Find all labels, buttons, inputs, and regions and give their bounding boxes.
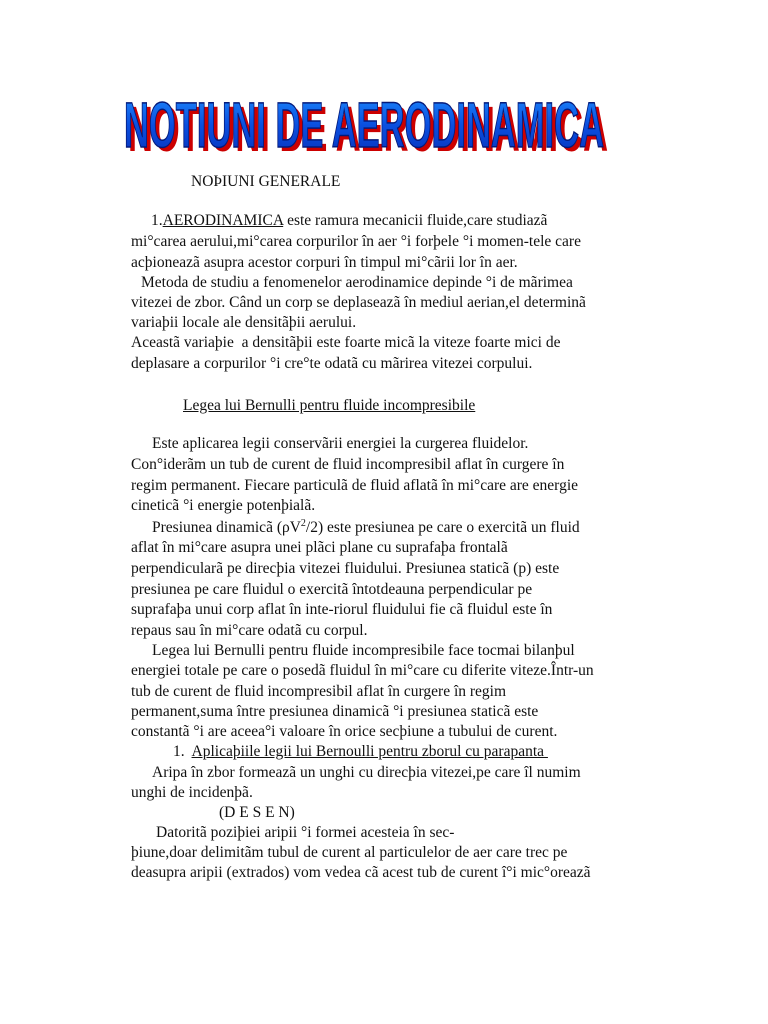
paragraph-2-line-4: Aceastã variaþie a densitãþii este foarte micã la viteze foarte mici de — [131, 334, 561, 351]
paragraph-3-line-2: Con°iderãm un tub de curent de fluid incompresibil aflat în curgere în — [131, 456, 565, 473]
paragraph-3-line-3: regim permanent. Fiecare particulã de fluid aflatã în mi°care are energie — [131, 477, 579, 494]
document-title — [124, 85, 624, 165]
aerodinamica-term: AERODINAMICA — [162, 212, 284, 229]
list-item-number: 1. — [173, 743, 185, 760]
paragraph-4-line-1 — [152, 518, 580, 538]
paragraph-4-line-4: presiunea pe care fluidul o exercitã întotdeauna perpendicular pe — [131, 581, 533, 598]
paragraph-7-line-1: Datoritã poziþiei aripii °i formei acesteia în sec- — [156, 824, 455, 841]
paragraph-1-line-2: mi°carea aerului,mi°carea corpurilor în aer °i forþele °i momen-tele care — [131, 233, 581, 250]
section-heading: NOÞIUNI GENERALE — [191, 173, 341, 190]
list-item-text: Aplicaþiile legii lui Bernoulli pentru zborul cu parapanta — [191, 743, 548, 760]
paragraph-5-line-4: permanent,suma între presiunea dinamicã °i presiunea staticã este — [131, 703, 539, 720]
paragraph-6-line-1: Aripa în zbor formeazã un unghi cu direcþia vitezei,pe care îl numim — [152, 764, 581, 781]
paragraph-1-line-3: acþioneazã asupra acestor corpuri în timpul mi°cãrii lor în aer. — [131, 254, 518, 271]
paragraph-4-line-6: repaus sau în mi°care odatã cu corpul. — [131, 622, 368, 639]
paragraph-4-line-5: suprafaþa unui corp aflat în inte-riorul fluidului fie cã fluidul este în — [131, 601, 553, 618]
paragraph-5-line-3: tub de curent de fluid incompresibil aflat în curgere în regim — [131, 683, 507, 700]
paragraph-1-line-1 — [151, 211, 547, 231]
paragraph-1-line-1-rest: este ramura mecanicii fluide,care studiazã — [283, 212, 548, 229]
paragraph-5-line-2: energiei totale pe care o posedã fluidul în mi°care cu diferite viteze.Într-un — [131, 662, 594, 679]
title-text: NOTIUNI DE AERODINAMICA — [124, 89, 604, 161]
paragraph-5-line-5: constantã °i are aceea°i valoare în orice secþiune a tubului de curent. — [131, 723, 558, 740]
paragraph-2-line-2: vitezei de zbor. Când un corp se deplaseazã în mediul aerian,el determinã — [131, 294, 586, 311]
paragraph-2-line-3: variaþii locale ale densitãþii aerului. — [131, 314, 357, 331]
paragraph-5-line-1: Legea lui Bernulli pentru fluide incompresibile face tocmai bilanþul — [152, 642, 575, 659]
paragraph-4-line-2: aflat în mi°care asupra unei plãci plane cu suprafaþa frontalã — [131, 539, 508, 556]
wordart-title — [124, 85, 624, 165]
paragraph-6-line-2: unghi de incidenþã. — [131, 784, 253, 801]
list-item-1 — [173, 742, 548, 762]
paragraph-4-line-1-a: Presiunea dinamicã (ρV — [152, 519, 301, 536]
drawing-label: (D E S E N) — [219, 804, 295, 821]
paragraph-4-line-3: perpendicularã pe direcþia vitezei fluidului. Presiunea staticã (p) este — [131, 560, 560, 577]
paragraph-2-line-5: deplasare a corpurilor °i cre°te odatã cu mãrirea vitezei corpului. — [131, 355, 533, 372]
paragraph-7-line-3: deasupra aripii (extrados) vom vedea cã acest tub de curent î°i mic°oreazã — [131, 864, 591, 881]
paragraph-1-number: 1. — [151, 212, 163, 229]
title-shadow: NOTIUNI DE AERODINAMICA — [128, 93, 608, 165]
paragraph-3-line-4: cineticã °i energie potenþialã. — [131, 497, 316, 514]
paragraph-2-line-1: Metoda de studiu a fenomenelor aerodinamice depinde °i de mãrimea — [141, 274, 573, 291]
bernulli-subheading: Legea lui Bernulli pentru fluide incompresibile — [183, 397, 476, 414]
exponent: 2 — [300, 518, 306, 529]
paragraph-3-line-1: Este aplicarea legii conservãrii energiei la curgerea fluidelor. — [152, 435, 529, 452]
paragraph-4-line-1-b: /2) este presiunea pe care o exercitã un fluid — [305, 519, 580, 536]
paragraph-7-line-2: þiune,doar delimitãm tubul de curent al particulelor de aer care trec pe — [131, 844, 568, 861]
